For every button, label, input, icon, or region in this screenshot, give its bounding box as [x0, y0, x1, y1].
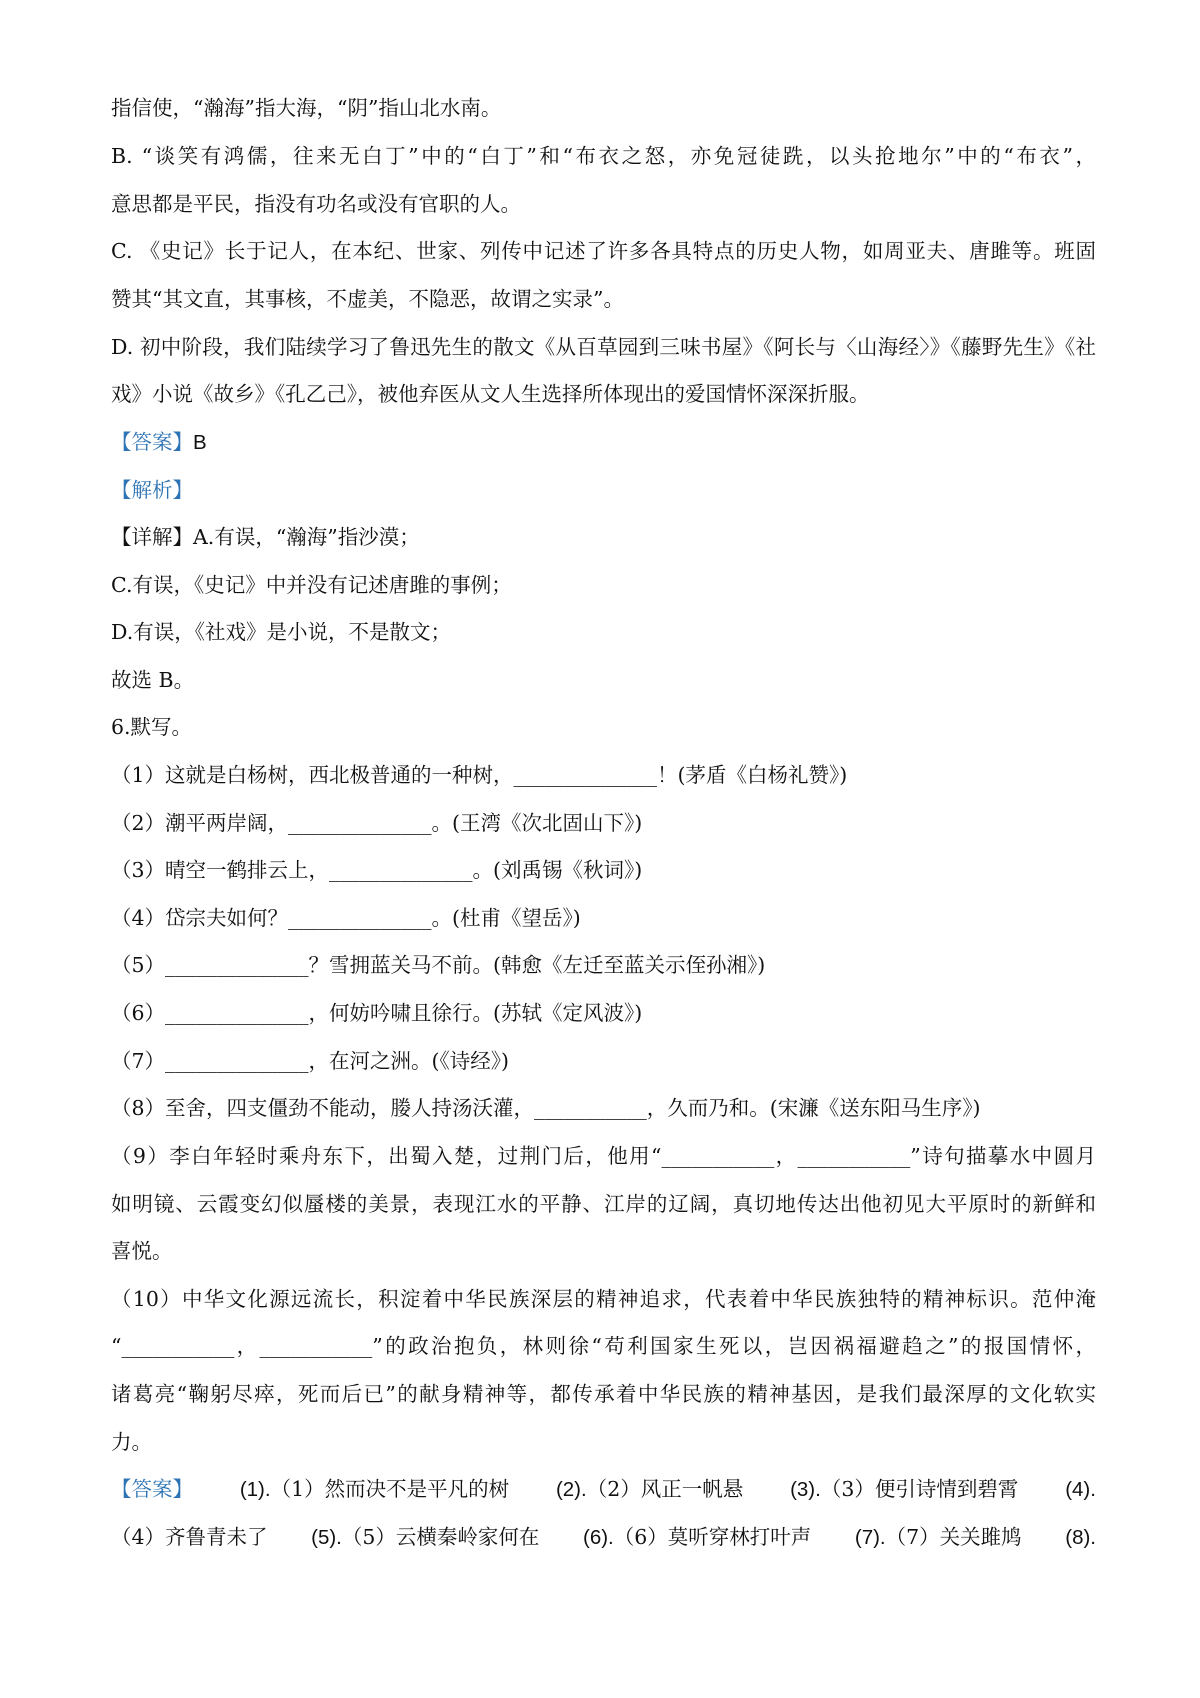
- question-6-title: 6.默写。: [111, 715, 193, 739]
- answer-6-row-1: [111, 1474, 1096, 1505]
- answer-6-item: [1065, 1474, 1096, 1505]
- option-d-line-1: D. 初中阶段，我们陆续学习了鲁迅先生的散文《从百草园到三味书屋》《阿长与〈山海经〉》《藤野先生》《社: [111, 335, 1096, 359]
- question-6-item-10-line-1: （10）中华文化源远流长，积淀着中华民族深层的精神追求，代表着中华民族独特的精神标识。范仲淹: [111, 1287, 1096, 1311]
- answer-6-num: (5).: [311, 1526, 342, 1549]
- question-6-item-10-line-3: 诸葛亮“鞠躬尽瘁，死而后已”的献身精神等，都传承着中华民族的精神基因，是我们最深厚的文化软实: [111, 1382, 1096, 1406]
- answer-6-tag-cell: [111, 1474, 193, 1504]
- answer-tag: 【答案】: [111, 430, 193, 454]
- answer-6-item: [790, 1474, 1018, 1505]
- answer-6-item: [311, 1522, 539, 1553]
- answer-6-text: （4）齐鲁青未了: [111, 1525, 268, 1549]
- question-6-item-10-line-4: 力。: [111, 1430, 152, 1454]
- analysis-tag: 【解析】: [111, 478, 193, 502]
- answer-6-num: (1).: [239, 1478, 271, 1501]
- answer-6-num: (7).: [854, 1526, 886, 1549]
- answer-6-item: [111, 1522, 268, 1553]
- detail-line-c: C.有误，《史记》中并没有记述唐雎的事例；: [111, 573, 512, 597]
- answer-6-tag: 【答案】: [111, 1477, 193, 1501]
- answer-6-item: [583, 1522, 811, 1553]
- answer-6-text: （5）云横秦岭家何在: [341, 1525, 540, 1549]
- answer-6-text: （2）风正一帆悬: [586, 1477, 744, 1501]
- answer-6-num: (2).: [555, 1478, 587, 1501]
- answer-row: [111, 427, 1096, 458]
- answer-6-num: (8).: [1065, 1526, 1096, 1549]
- question-6-item-4: （4）岱宗夫如何？______________。(杜甫《望岳》): [111, 906, 581, 930]
- answer-6-text: （1）然而决不是平凡的树: [270, 1477, 510, 1501]
- detail-line-d: D.有误，《社戏》是小说，不是散文；: [111, 620, 451, 644]
- answer-6-num: (6).: [583, 1526, 614, 1549]
- option-c-line-1: C. 《史记》长于记人，在本纪、世家、列传中记述了许多各具特点的历史人物，如周亚夫、唐雎等。班固: [111, 239, 1096, 263]
- answer-6-row-2: [111, 1522, 1096, 1553]
- question-6-item-6: （6）______________，何妨吟啸且徐行。(苏轼《定风波》): [111, 1001, 643, 1025]
- answer-6-item: [556, 1474, 743, 1505]
- question-6-item-7: （7）______________，在河之洲。(《诗经》): [111, 1049, 510, 1073]
- question-6-item-10-line-2: “___________，___________”的政治抱负，林则徐“苟利国家生死以，岂因祸福避趋之”的报国情怀，: [111, 1334, 1096, 1358]
- detail-tag: 【详解】: [111, 525, 193, 549]
- option-b-line-2: 意思都是平民，指没有功名或没有官职的人。: [111, 192, 521, 216]
- question-6-item-5: （5）______________？雪拥蓝关马不前。(韩愈《左迁至蓝关示侄孙湘》): [111, 953, 766, 977]
- question-6-item-1: （1）这就是白杨树，西北极普通的一种树，______________！(茅盾《白杨礼赞》): [111, 763, 848, 787]
- answer-6-text: （3）便引诗情到碧霄: [820, 1477, 1019, 1501]
- option-a-continuation: 指信使，“瀚海”指大海，“阴”指山北水南。: [111, 96, 502, 120]
- option-d-line-2: 戏》小说《故乡》《孔乙己》，被他弃医从文人生选择所体现出的爱国情怀深深折服。: [111, 382, 870, 406]
- question-6-item-9-line-3: 喜悦。: [111, 1239, 173, 1263]
- answer-6-item: [855, 1522, 1022, 1553]
- answer-6-text: （7）关关雎鸠: [885, 1525, 1022, 1549]
- answer-6-item: [240, 1474, 509, 1505]
- option-c-line-2: 赞其“其文直，其事核，不虚美，不隐恶，故谓之实录”。: [111, 287, 624, 311]
- question-6-item-3: （3）晴空一鹤排云上，______________。(刘禹锡《秋词》): [111, 858, 643, 882]
- detail-a-text: A.有误，“瀚海”指沙漠；: [193, 525, 420, 549]
- detail-conclusion: 故选 B。: [111, 668, 195, 692]
- question-6-item-2: （2）潮平两岸阔，______________。(王湾《次北固山下》): [111, 811, 643, 835]
- answer-6-num: (3).: [790, 1478, 821, 1501]
- option-b-line-1: B. “谈笑有鸿儒，往来无白丁”中的“白丁”和“布衣之怒，亦免冠徒跣，以头抢地尔”中的“布衣”，: [111, 144, 1096, 168]
- answer-6-text: （6）莫听穿林打叶声: [613, 1525, 812, 1549]
- answer-value: B: [193, 431, 207, 454]
- answer-6-item: [1065, 1522, 1096, 1553]
- question-6-item-9-line-1: （9）李白年轻时乘舟东下，出蜀入楚，过荆门后，他用“___________，___________”诗句描摹水中圆月: [111, 1144, 1096, 1168]
- detail-line-a: [111, 522, 1096, 552]
- question-6-item-9-line-2: 如明镜、云霞变幻似蜃楼的美景，表现江水的平静、江岸的辽阔，真切地传达出他初见大平原时的新鲜和: [111, 1192, 1096, 1216]
- question-6-item-8: （8）至舍，四支僵劲不能动，媵人持汤沃灌，___________，久而乃和。(宋濂《送东阳马生序》): [111, 1096, 981, 1120]
- answer-6-num: (4).: [1065, 1478, 1096, 1501]
